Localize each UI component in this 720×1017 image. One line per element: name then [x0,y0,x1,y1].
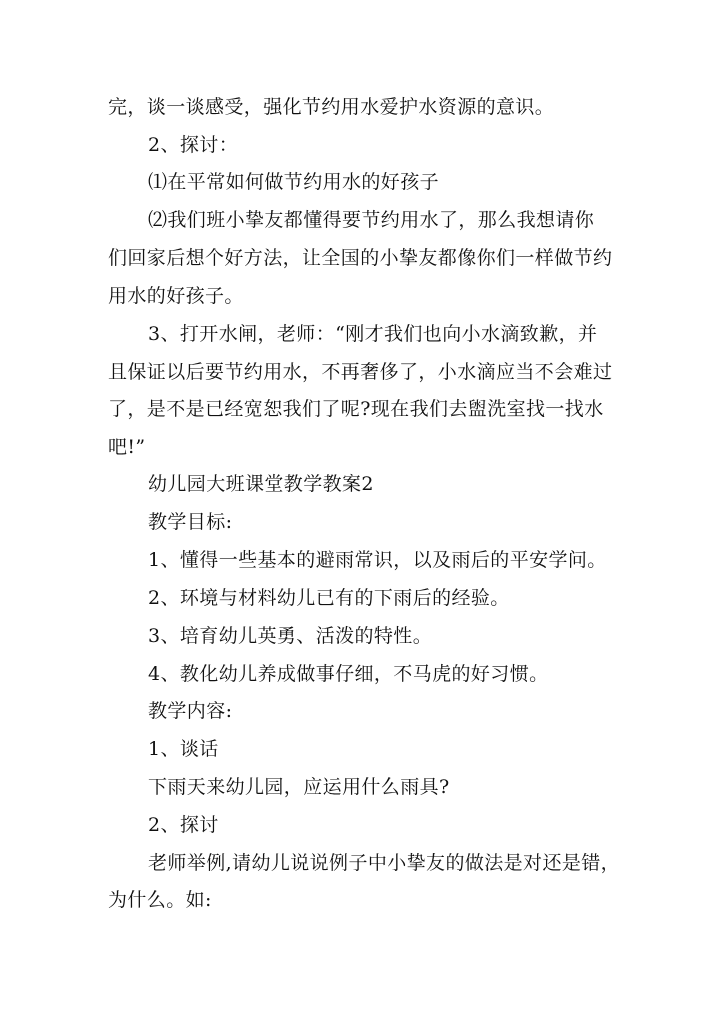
text-line: 3、打开水闸，老师：“刚才我们也向小水滴致歉，并 [148,323,598,345]
text-line: 吧!” [108,436,146,458]
text-line: 们回家后想个好方法，让全国的小挚友都像你们一样做节约 [108,247,613,269]
text-line: 1、懂得一些基本的避雨常识，以及雨后的平安学问。 [148,549,607,571]
text-line: 2、环境与材料幼儿已有的下雨后的经验。 [148,587,510,609]
text-line: 且保证以后要节约用水，不再奢侈了，小水滴应当不会难过 [108,361,613,383]
text-line: 2、探讨： [148,134,239,156]
text-line: 了，是不是已经宽恕我们了呢?现在我们去盥洗室找一找水 [108,398,604,420]
text-line: 2、探讨 [148,814,219,836]
text-line: 教学内容: [148,700,233,722]
text-line: 1、谈话 [148,738,219,760]
text-line: 完，谈一谈感受，强化节约用水爱护水资源的意识。 [108,96,555,118]
text-line: 为什么。如: [108,889,212,911]
text-line: 老师举例,请幼儿说说例子中小挚友的做法是对还是错， [148,852,621,874]
text-line: ⑵我们班小挚友都懂得要节约用水了，那么我想请你 [148,209,595,231]
text-line: 4、教化幼儿养成做事仔细，不马虎的好习惯。 [148,663,549,685]
text-line: ⑴在平常如何做节约用水的好孩子 [148,171,440,193]
text-line: 3、培育幼儿英勇、活泼的特性。 [148,625,433,647]
text-line: 教学目标: [148,511,233,533]
text-line: 下雨天来幼儿园，应运用什么雨具? [148,776,450,798]
section-heading: 幼儿园大班课堂教学教案2 [148,473,374,495]
text-line: 用水的好孩子。 [108,285,244,307]
